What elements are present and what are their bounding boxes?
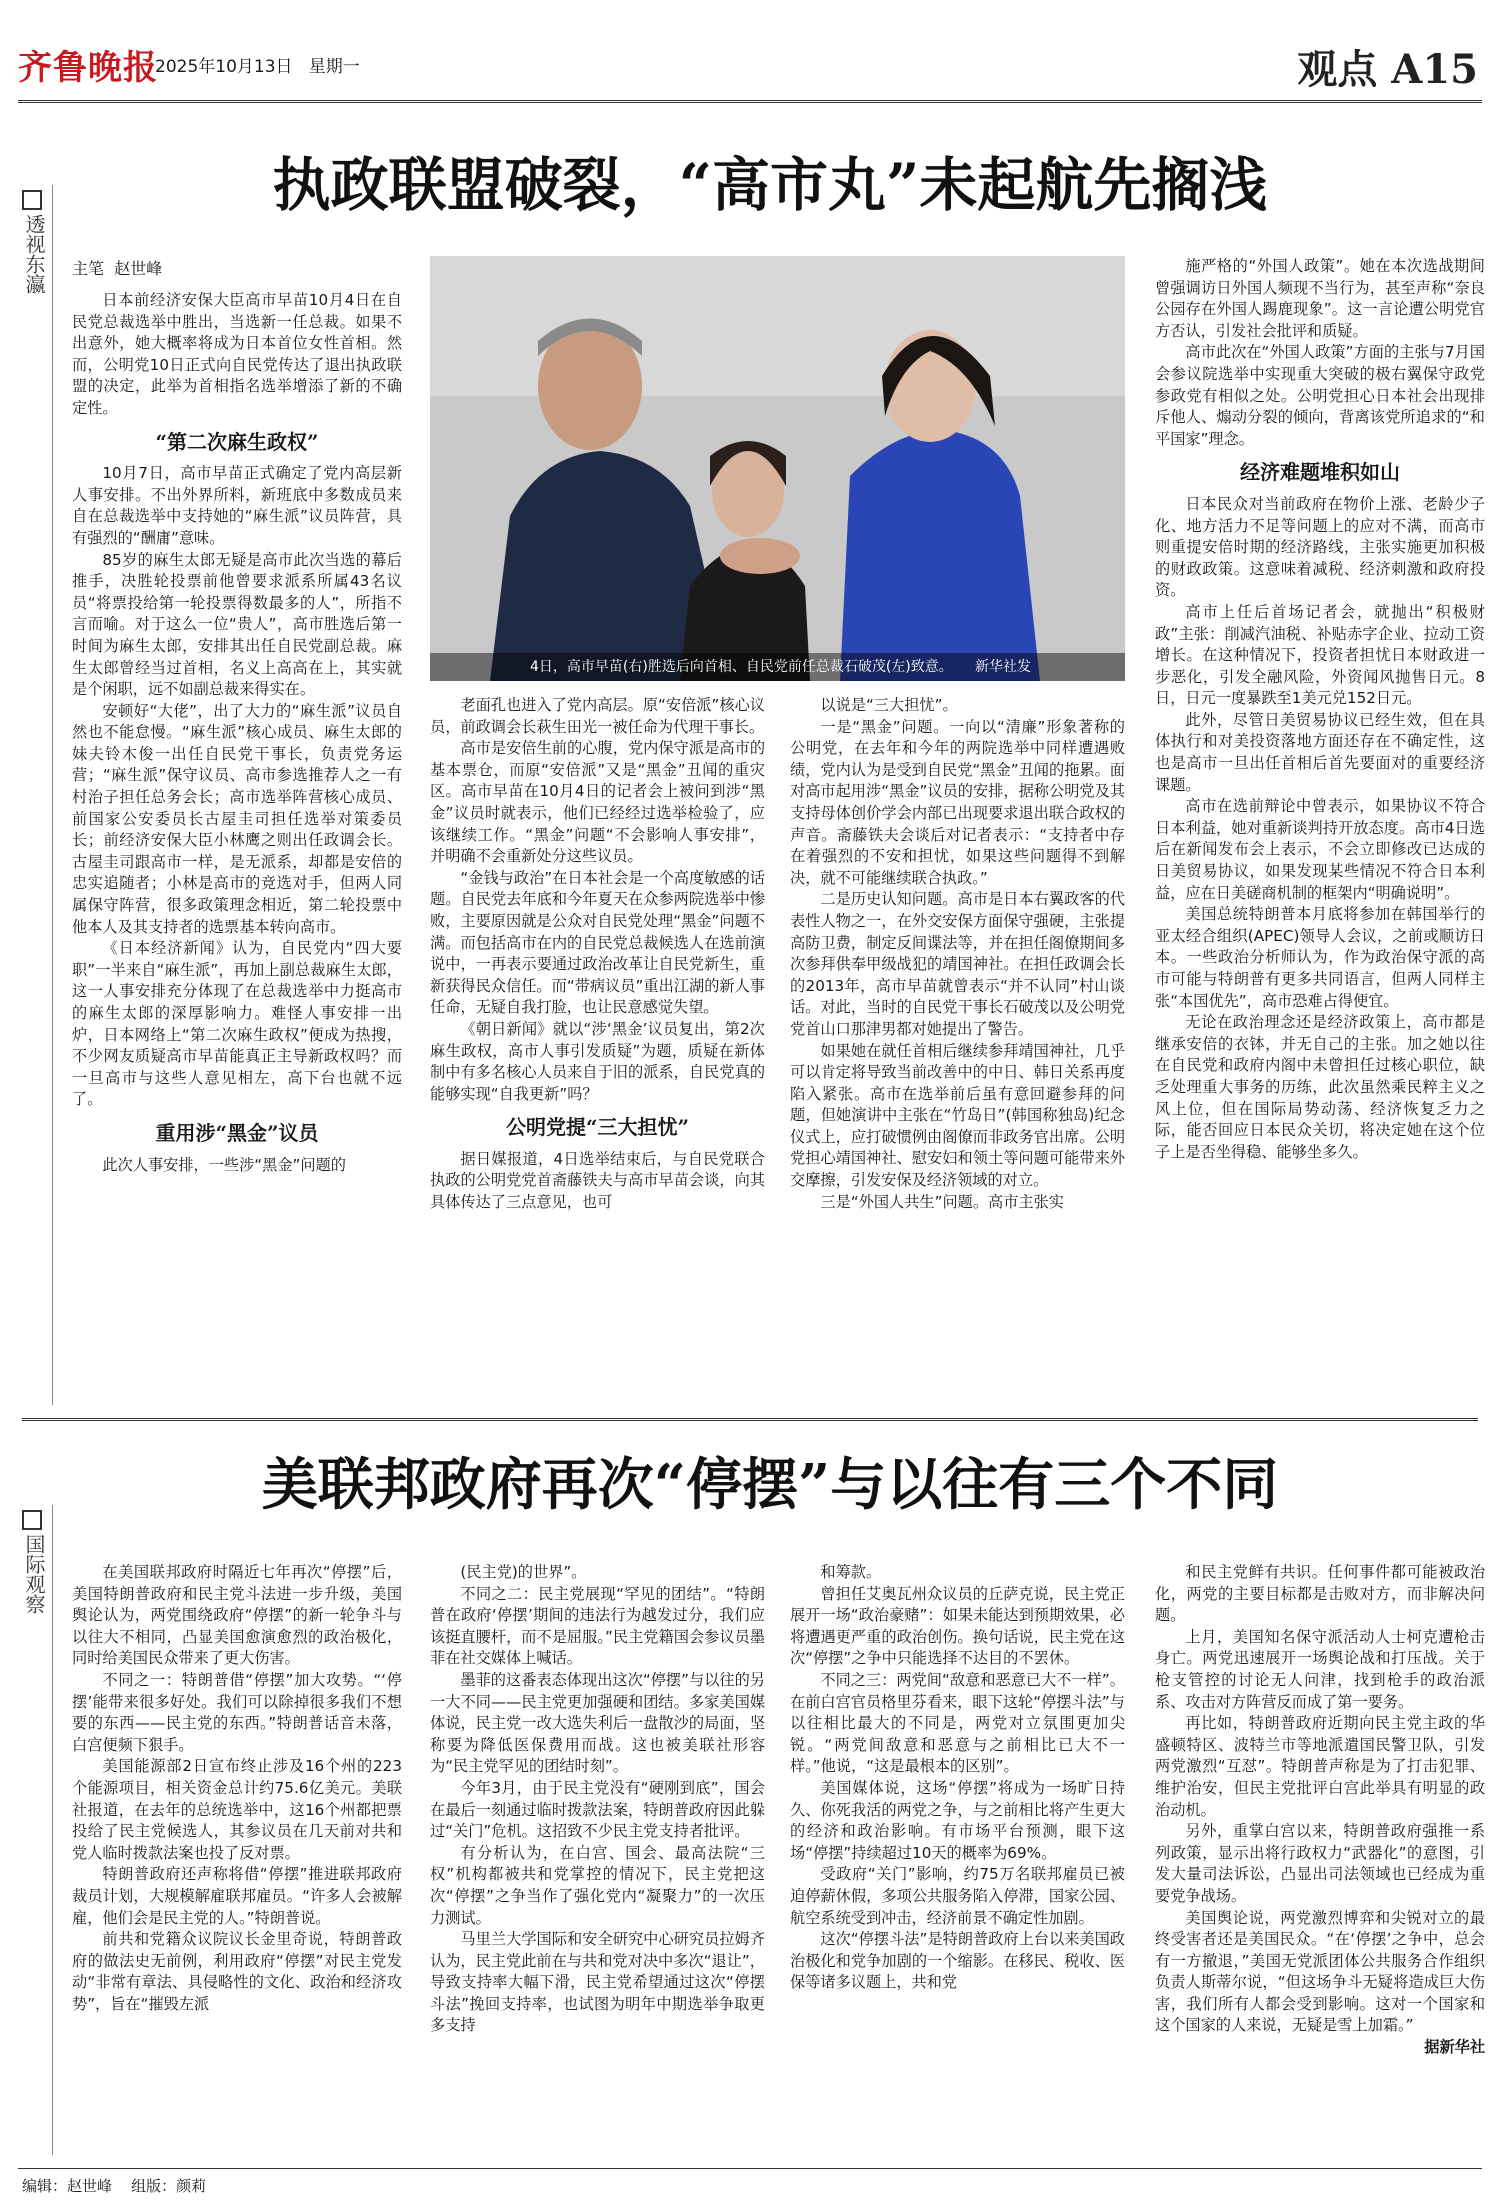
paragraph: 高市上任后首场记者会，就抛出“积极财政”主张：削减汽油税、补贴赤字企业、拉动工资增长。在这种情况下，投资者担忧日本财政进一步恶化，引发全融风险，外资闻风抛售日元。8日，日元一度暴跌至1美元兑152日元。	[1155, 602, 1485, 708]
paragraph: 美国能源部2日宣布终止涉及16个州的223个能源项目，相关资金总计约75.6亿美元。美联社报道，在去年的总统选举中，这16个州都把票投给了民主党候选人，其参议员在几天前对共和党人临时拨款法案也投了反对票。	[72, 1757, 402, 1862]
photo-illustration	[430, 256, 1125, 681]
paragraph: 如果她在就任首相后继续参拜靖国神社，几乎可以肯定将导致当前改善中的中日、韩日关系再度陷入紧张。高市在选举前后虽有意回避参拜的问题，但她演讲中主张在“竹岛日”(韩国称独岛)纪念仪式上，应打破惯例由阁僚而非政务官出席。公明党担心靖国神社、慰安妇和领土等问题可能带来外交摩擦，引发安保及经济领域的对立。	[790, 1041, 1125, 1190]
caption-text: 4日，高市早苗(右)胜选后向首相、自民党前任总裁石破茂(左)致意。	[530, 659, 953, 675]
byline-name: 赵世峰	[114, 259, 163, 278]
weekday-text: 星期一	[308, 57, 360, 77]
paragraph: 《朝日新闻》就以“涉‘黑金’议员复出，第2次麻生政权，高市人事引发质疑”为题，质疑在新体制中有多名核心人员来自于旧的派系，自民党真的能够实现“自我更新”吗？	[430, 1019, 765, 1103]
article1-col4	[1155, 256, 1485, 1163]
paragraph: 再比如，特朗普政府近期向民主党主政的华盛顿特区、波特兰市等地派遣国民警卫队，引发两党激烈“互怼”。特朗普声称是为了打击犯罪、维护治安，但民主党批评白宫此举具有明显的政治动机。	[1155, 1714, 1485, 1819]
article2-col4	[1155, 1562, 1485, 2059]
editor-label: 编辑：赵世峰	[22, 2177, 113, 2195]
news-photo	[430, 256, 1125, 681]
paragraph: 一是“黑金”问题。一向以“清廉”形象著称的公明党，在去年和今年的两院选举中同样遭遇败绩，党内认为是受到自民党“黑金”丑闻的拖累。面对高市起用涉“黑金”议员的安排，据称公明党及其支持母体创价学会内部已出现要求退出联合政权的声音。斋藤铁夫会谈后对记者表示：“支持者中存在着强烈的不安和担忧，如果这些问题得不到解决，就不可能继续联合执政。”	[790, 717, 1125, 887]
article1-byline	[72, 256, 162, 279]
subheading-4: 经济难题堆积如山	[1240, 460, 1400, 485]
article2-headline: 美联邦政府再次“停摆”与以往有三个不同	[261, 1452, 1279, 1518]
paragraph: 不同之三：两党间“敌意和恶意已大不一样”。在前白宫官员格里芬看来，眼下这轮“停摆斗法”与以往相比最大的不同是，两党对立氛围更加尖锐。“两党间敌意和恶意与之前相比已大不一样。”他说，“这是最根本的区别”。	[790, 1670, 1125, 1776]
paragraph: 前共和党籍众议院议长金里奇说，特朗普政府的做法史无前例，利用政府“停摆”对民主党发动“非常有章法、具侵略性的文化、政治和经济攻势”，旨在“摧毁左派	[72, 1930, 402, 2013]
column-tag-text: 透视东瀛	[22, 214, 46, 294]
paragraph: 马里兰大学国际和安全研究中心研究员拉姆齐认为，民主党此前在与共和党对决中多次“退让”，导致支持率大幅下滑，民主党希望通过这次“停摆斗法”挽回支持率，也试图为明年中期选举争取更多支持	[430, 1930, 765, 2035]
paragraph: 受政府“关门”影响，约75万名联邦雇员已被迫停薪休假，多项公共服务陷入停滞，国家公园、航空系统受到冲击，经济前景不确定性加剧。	[790, 1865, 1125, 1927]
paragraph: (民主党)的世界”。	[460, 1563, 587, 1581]
issue-date	[155, 52, 360, 77]
section-page: 观点 A15	[1297, 46, 1478, 93]
header-rule	[18, 100, 1482, 103]
article1-col3	[790, 695, 1125, 1213]
photo-caption	[430, 653, 1125, 681]
paragraph: 《日本经济新闻》认为，自民党内“四大要职”一半来自“麻生派”，再加上副总裁麻生太郎，这一人事安排充分体现了在总裁选举中力挺高市的麻生太郎的深厚影响力。难怪人事安排一出炉，日本网络上“第二次麻生政权”便成为热搜，不少网友质疑高市早苗能真正主导新政权吗？而一旦高市与这些人意见相左，高下台也就不远了。	[72, 939, 402, 1109]
paragraph: 高市是安倍生前的心腹，党内保守派是高市的基本票仓，而原“安倍派”又是“黑金”丑闻的重灾区。高市早苗在10月4日的记者会上被问到涉“黑金”议员时就表示，他们已经经过选举检验了，应该继续工作。“黑金”问题“不会影响人事安排”，并明确不会重新处分这些议员。	[430, 739, 765, 866]
column-tag-1	[22, 190, 44, 299]
photo-credit: 新华社发	[975, 659, 1032, 675]
article2-col1	[72, 1562, 402, 2015]
column-tag-text: 国际观察	[22, 1534, 46, 1614]
tag-box-icon	[22, 190, 42, 210]
article2-col3	[790, 1562, 1125, 1994]
article2-credit: 据新华社	[1424, 2038, 1485, 2057]
paragraph: 不同之二：民主党展现“罕见的团结”。“特朗普在政府‘停摆’期间的违法行为越发过分，我们应该挺直腰杆，而不是屈服。”民主党籍国会参议员墨菲在社交媒体上喊话。	[430, 1584, 765, 1668]
paragraph: 高市此次在“外国人政策”方面的主张与7月国会参议院选举中实现重大突破的极右翼保守政党参政党有相似之处。公明党担心日本社会出现排斥他人、煽动分裂的倾向，背离该党所追求的“和平国家”理念。	[1155, 343, 1485, 448]
article1-col2	[430, 695, 765, 1214]
footer-rule	[18, 2168, 1482, 2169]
vertical-divider-1	[52, 185, 53, 1405]
article1-headline: 执政联盟破裂，“高市丸”未起航先搁浅	[272, 151, 1268, 219]
subheading-3: 公明党提“三大担忧”	[505, 1115, 689, 1140]
paragraph: 有分析认为，在白宫、国会、最高法院“三权”机构都被共和党掌控的情况下，民主党把这次“停摆”之争当作了强化党内“凝聚力”的一次压力测试。	[430, 1843, 765, 1927]
article-divider	[22, 1418, 1478, 1421]
paragraph: 10月7日，高市早苗正式确定了党内高层新人事安排。不出外界所料，新班底中多数成员来自在总裁选举中支持她的“麻生派”议员阵营，具有强烈的“酬庸”意味。	[72, 464, 402, 547]
date-text: 2025年10月13日	[155, 57, 293, 77]
paragraph: 美国媒体说，这场“停摆”将成为一场旷日持久、你死我活的两党之争，与之前相比将产生更大的经济和政治影响。有市场平台预测，眼下这场“停摆”持续超过10天的概率为69%。	[790, 1778, 1125, 1862]
paragraph: 二是历史认知问题。高市是日本右翼政客的代表性人物之一，在外交安保方面保守强硬，主张提高防卫费，制定反间谍法等，并在担任阁僚期间多次参拜供奉甲级战犯的靖国神社。在担任政调会长的2013年，高市早苗就曾表示“并不认同”村山谈话。对此，当时的自民党干事长石破茂以及公明党党首山口那津男都对她提出了警告。	[790, 890, 1125, 1038]
tag-box-icon	[22, 1510, 42, 1530]
paragraph: 在美国联邦政府时隔近七年再次“停摆”后，美国特朗普政府和民主党斗法进一步升级，美国舆论认为，两党围绕政府“停摆”的新一轮争斗与以往大不相同，凸显美国愈演愈烈的政治极化，同时给美国民众带来了更大伤害。	[72, 1563, 402, 1668]
newspaper-logo: 齐鲁晚报	[18, 48, 158, 88]
subheading-1: “第二次麻生政权”	[155, 429, 319, 454]
paragraph: 不同之一：特朗普借“停摆”加大攻势。“‘停摆’能带来很多好处。我们可以除掉很多我们不想要的东西——民主党的东西。”特朗普话音未落，白宫便频下狠手。	[72, 1670, 402, 1754]
vertical-divider-2	[52, 1505, 53, 2155]
paragraph: 85岁的麻生太郎无疑是高市此次当选的幕后推手，决胜轮投票前他曾要求派系所属43名议员“将票投给第一轮投票得数最多的人”，所指不言而喻。对于这么一位“贵人”，高市胜选后第一时间为麻生太郎，安排其出任自民党副总裁。麻生太郎曾经当过首相，名义上高高在上，其实就是个闲职，远不如副总裁来得实在。	[72, 550, 402, 699]
layout-label: 组版：颜莉	[131, 2177, 207, 2195]
paragraph: 美国总统特朗普本月底将参加在韩国举行的亚太经合组织(APEC)领导人会议，之前或顺访日本。一些政治分析师认为，作为政治保守派的高市可能与特朗普有更多共同语言，但两人同样主张“本国优先”，高市恐难占得便宜。	[1155, 905, 1485, 1010]
paragraph: 美国舆论说，两党激烈博弈和尖锐对立的最终受害者还是美国民众。“在‘停摆’之争中，总会有一方撤退，”美国无党派团体公共服务合作组织负责人斯蒂尔说，“但这场争斗无疑将造成巨大伤害，我们所有人都会受到影响。这对一个国家和这个国家的人来说，无疑是雪上加霜。”	[1155, 1908, 1485, 2035]
article1-col1	[72, 290, 402, 1176]
paragraph: 日本民众对当前政府在物价上涨、老龄少子化、地方活力不足等问题上的应对不满，而高市则重提安倍时期的经济路线，主张实施更加积极的财政政策。这意味着减税、经济刺激和政府投资。	[1155, 494, 1485, 600]
article2-col2	[430, 1562, 765, 2037]
column-tag-2	[22, 1510, 44, 1619]
paragraph: 三是“外国人共生”问题。高市主张实	[820, 1192, 1064, 1211]
paragraph: 特朗普政府还声称将借“停摆”推进联邦政府裁员计划，大规模解雇联邦雇员。“许多人会被解雇，他们会是民主党的人。”特朗普说。	[72, 1865, 402, 1927]
paragraph: 以说是“三大担忧”。	[820, 696, 958, 714]
paragraph: 高市在选前辩论中曾表示，如果协议不符合日本利益，她对重新谈判持开放态度。高市4日选后在新闻发布会上表示，不会立即修改已达成的日美贸易协议，如果发现某些情况不符合日本利益，应在日美磋商机制的框架内“明确说明”。	[1155, 797, 1485, 902]
paragraph: 老面孔也进入了党内高层。原“安倍派”核心议员，前政调会长萩生田光一被任命为代理干事长。	[430, 696, 765, 736]
page-footer	[22, 2175, 206, 2196]
paragraph: 曾担任艾奥瓦州众议员的丘萨克说，民主党正展开一场“政治豪赌”：如果未能达到预期效果，必将遭遇更严重的政治创伤。换句话说，民主党在这次“停摆”之争中只能选择不达目的不罢休。	[790, 1584, 1125, 1668]
paragraph: “金钱与政治”在日本社会是一个高度敏感的话题。自民党去年底和今年夏天在众参两院选举中惨败，主要原因就是公众对自民党处理“黑金”问题不满。而包括高市在内的自民党总裁候选人在选前演说中，一再表示要通过政治改革让自民党新生，重新获得民众信任。而“带病议员”重出江湖的新人事任命，无疑自我打脸，也让民意感觉失望。	[430, 868, 765, 1017]
paragraph: 这次“停摆斗法”是特朗普政府上台以来美国政治极化和党争加剧的一个缩影。在移民、税收、医保等诸多议题上，共和党	[790, 1930, 1125, 1992]
byline-role: 主笔	[72, 259, 105, 278]
paragraph: 今年3月，由于民主党没有“硬刚到底”，国会在最后一刻通过临时拨款法案，特朗普政府因此躲过“关门”危机。这招致不少民主党支持者批评。	[430, 1778, 765, 1841]
subheading-2: 重用涉“黑金”议员	[155, 1120, 319, 1145]
paragraph: 和民主党鲜有共识。任何事件都可能被政治化，两党的主要目标都是击败对方，而非解决问题。	[1155, 1563, 1485, 1625]
paragraph: 上月，美国知名保守派活动人士柯克遭枪击身亡。两党迅速展开一场舆论战和打压战。关于枪支管控的讨论无人问津，找到枪手的政治派系、攻击对方阵营反而成了第一要务。	[1155, 1627, 1485, 1711]
paragraph: 墨菲的这番表态体现出这次“停摆”与以往的另一大不同——民主党更加强硬和团结。多家美国媒体说，民主党一改大选失利后一盘散沙的局面，坚称要为降低医保费用而战。这也被美联社形容为“民主党罕见的团结时刻”。	[430, 1670, 765, 1776]
paragraph: 此次人事安排，一些涉“黑金”问题的	[102, 1155, 346, 1174]
paragraph: 和筹款。	[820, 1563, 882, 1581]
paragraph: 安顿好“大佬”，出了大力的“麻生派”议员自然也不能怠慢。“麻生派”核心成员、麻生太郎的妹夫铃木俊一出任自民党干事长，负责党务运营；“麻生派”保守议员、高市参选推荐人之一有村治子担任总务会长；高市选举阵营核心成员、前国家公安委员长古屋圭司担任选举对策委员长；前经济安保大臣小林鹰之则出任政调会长。古屋圭司跟高市一样，是无派系，却都是安倍的忠实追随者；小林是高市的竞选对手，但两人同属保守阵营，很多政策理念相近，第二轮投票中他本人及其支持者的选票基本转向高市。	[72, 701, 402, 936]
paragraph: 施严格的“外国人政策”。她在本次选战期间曾强调访日外国人频现不当行为，甚至声称“奈良公园存在外国人踢鹿现象”。这一言论遭公明党官方否认，引发社会批评和质疑。	[1155, 257, 1485, 340]
paragraph: 另外，重掌白宫以来，特朗普政府强推一系列政策，显示出将行政权力“武器化”的意图，引发大量司法诉讼，凸显出司法领域也已经成为重要党争战场。	[1155, 1822, 1485, 1905]
paragraph: 日本前经济安保大臣高市早苗10月4日在自民党总裁选举中胜出，当选新一任总裁。如果不出意外，她大概率将成为日本首位女性首相。然而，公明党10日正式向自民党传达了退出执政联盟的决定，此举为首相指名选举增添了新的不确定性。	[72, 291, 402, 417]
paragraph: 此外，尽管日美贸易协议已经生效，但在具体执行和对美投资落地方面还存在不确定性，这也是高市一旦出任首相后首先要面对的重要经济课题。	[1155, 710, 1485, 794]
paragraph: 据日媒报道，4日选举结束后，与自民党联合执政的公明党党首斋藤铁夫与高市早苗会谈，向其具体传达了三点意见，也可	[430, 1149, 765, 1212]
paragraph: 无论在政治理念还是经济政策上，高市都是继承安倍的衣钵，并无自己的主张。加之她以往在自民党和政府内阁中未曾担任过核心职位，缺乏处理重大事务的历练，此次虽然乘民粹主义之风上位，但在国际局势动荡、经济恢复乏力之际，能否回应日本民众关切，将决定她在这个位子上是否坐得稳、能够坐多久。	[1155, 1013, 1485, 1161]
